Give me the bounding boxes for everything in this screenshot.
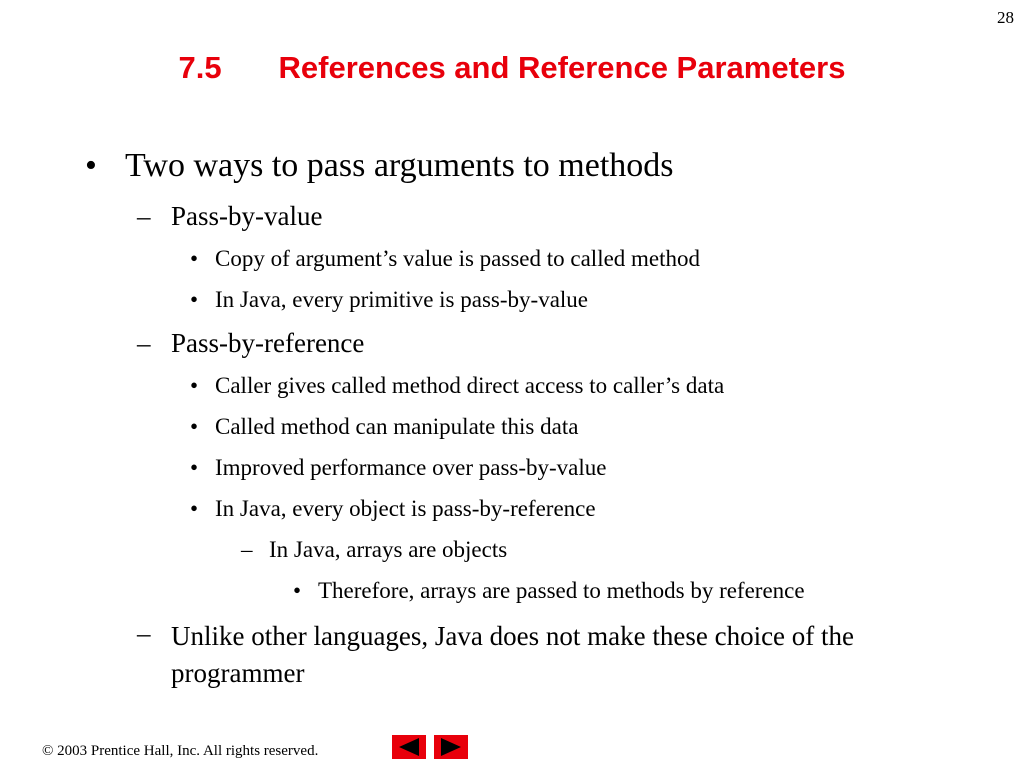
bullet-dot: • xyxy=(190,496,199,521)
page-number: 28 xyxy=(997,8,1014,27)
right-arrow-icon xyxy=(434,735,468,759)
bullet-text: Pass-by-reference xyxy=(171,328,365,358)
bullet-text: Unlike other languages, Java does not make these choice of the programmer xyxy=(171,621,855,688)
bullet-dot: • xyxy=(190,373,199,398)
title-number: 7.5 xyxy=(178,50,222,85)
detail-bullet xyxy=(190,414,578,440)
bullet-dot: • xyxy=(190,455,199,480)
bullet-text: Pass-by-value xyxy=(171,201,323,231)
bullet-text: Improved performance over pass-by-value xyxy=(215,455,607,480)
bullet-dash: – xyxy=(137,618,151,648)
sub-bullet-pass-by-value xyxy=(137,201,322,232)
detail-bullet xyxy=(190,496,596,522)
detail-bullet xyxy=(190,287,588,313)
bullet-dot: • xyxy=(293,578,302,603)
next-slide-button[interactable] xyxy=(434,735,468,759)
copyright-footer: © 2003 Prentice Hall, Inc. All rights reserved. xyxy=(42,743,319,759)
bullet-text: Caller gives called method direct access to caller’s data xyxy=(215,373,725,398)
sub-sub-detail-bullet xyxy=(293,578,805,604)
sub-bullet-pass-by-reference xyxy=(137,328,364,359)
bullet-dash: – xyxy=(137,328,151,358)
bullet-dot: • xyxy=(190,246,199,271)
detail-bullet xyxy=(190,373,724,399)
bullet-dot: • xyxy=(190,414,199,439)
bullet-text: In Java, arrays are objects xyxy=(269,537,508,562)
previous-slide-button[interactable] xyxy=(392,735,426,759)
bullet-text: Therefore, arrays are passed to methods by reference xyxy=(318,578,805,603)
bullet-text: Copy of argument’s value is passed to called method xyxy=(215,246,701,271)
detail-bullet xyxy=(190,455,606,481)
left-arrow-icon xyxy=(392,735,426,759)
detail-bullet xyxy=(190,246,700,272)
bullet-text: In Java, every primitive is pass-by-value xyxy=(215,287,588,312)
bullet-text: In Java, every object is pass-by-reference xyxy=(215,496,596,521)
bullet-dash: – xyxy=(137,201,151,231)
sub-detail-bullet xyxy=(241,537,507,563)
bullet-dash: – xyxy=(241,537,253,562)
bullet-main xyxy=(85,147,674,185)
sub-bullet-unlike xyxy=(137,618,937,692)
bullet-dot: • xyxy=(85,147,97,184)
bullet-dot: • xyxy=(190,287,199,312)
slide-title xyxy=(0,50,1024,86)
bullet-text: Two ways to pass arguments to methods xyxy=(125,147,674,184)
title-text: References and Reference Parameters xyxy=(278,50,846,85)
bullet-text: Called method can manipulate this data xyxy=(215,414,579,439)
